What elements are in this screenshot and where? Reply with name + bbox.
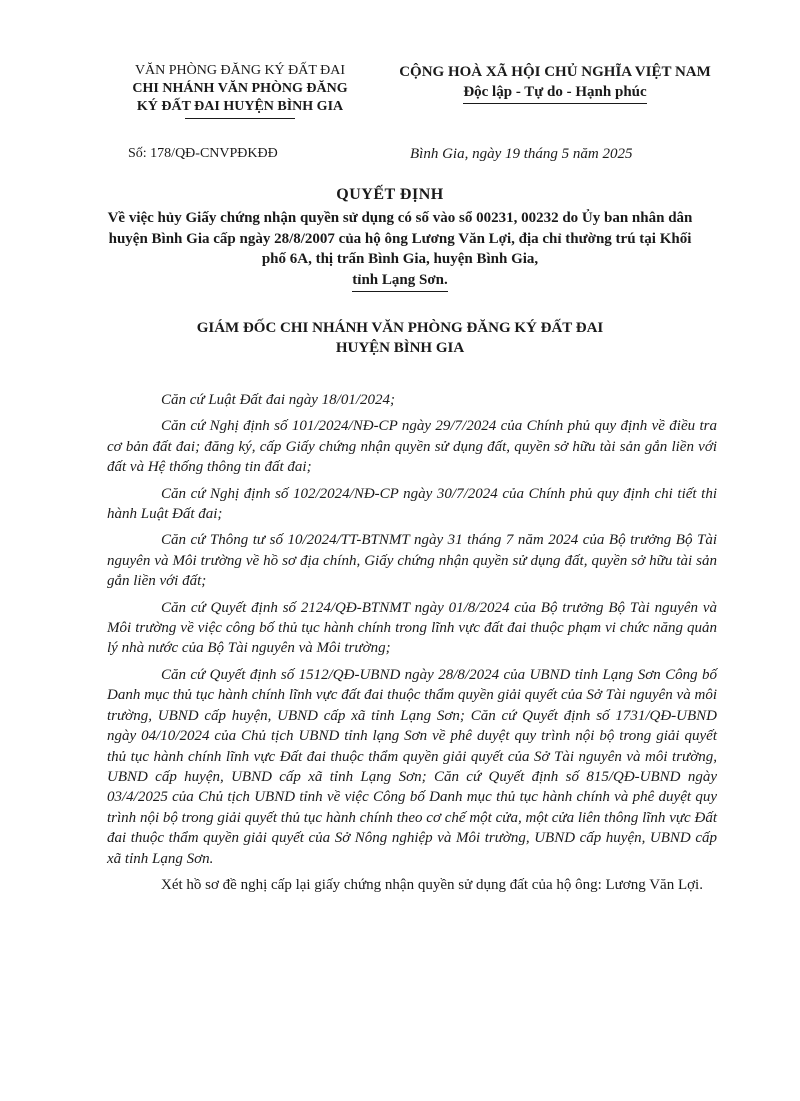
authority-line-1: GIÁM ĐỐC CHI NHÁNH VĂN PHÒNG ĐĂNG KÝ ĐẤT ĐAI <box>196 320 604 336</box>
legal-basis-paragraph: Căn cứ Quyết định số 2124/QĐ-BTNMT ngày 01/8/2024 của Bộ trưởng Bộ Tài nguyên và Môi trường về việc công bố thủ tục hành chính trong lĩnh vực đất đai thuộc phạm vi chức năng quản lý nhà nước của Bộ Tài nguyên và Môi trường; <box>107 599 717 657</box>
subject-end: tỉnh Lạng Sơn. <box>352 270 447 293</box>
national-header <box>385 62 725 104</box>
legal-basis-paragraph: Căn cứ Nghị định số 102/2024/NĐ-CP ngày 30/7/2024 của Chính phủ quy định chi tiết thi hành Luật Đất đai; <box>107 485 717 523</box>
issuing-authority <box>60 318 740 358</box>
document-number: Số: 178/QĐ-CNVPĐKĐĐ <box>128 146 278 161</box>
issue-date: Bình Gia, ngày 19 tháng 5 năm 2025 <box>410 146 633 162</box>
consideration-paragraph: Xét hồ sơ đề nghị cấp lại giấy chứng nhận quyền sử dụng đất của hộ ông: Lương Văn Lợi. <box>161 876 703 893</box>
agency-line-1: VĂN PHÒNG ĐĂNG KÝ ĐẤT ĐAI <box>134 63 346 78</box>
issuing-agency-header <box>95 62 385 119</box>
document-title: QUYẾT ĐỊNH <box>336 186 444 203</box>
document-subject <box>100 208 700 292</box>
legal-basis-paragraph: Căn cứ Thông tư số 10/2024/TT-BTNMT ngày 31 tháng 7 năm 2024 của Bộ trưởng Bộ Tài nguyên và Môi trường về hồ sơ địa chính, Giấy chứng nhận quyền sử dụng đất, quyền sở hữu tài sản gắn liền với đất; <box>107 532 717 590</box>
agency-line-3: KÝ ĐẤT ĐAI HUYỆN BÌNH GIA <box>136 99 344 114</box>
legal-basis-paragraph: Căn cứ Luật Đất đai ngày 18/01/2024; <box>161 392 396 408</box>
national-motto: Độc lập - Tự do - Hạnh phúc <box>463 82 646 104</box>
nation-name: CỘNG HOÀ XÃ HỘI CHỦ NGHĨA VIỆT NAM <box>399 64 711 80</box>
authority-line-2: HUYỆN BÌNH GIA <box>335 340 465 356</box>
agency-line-2: CHI NHÁNH VĂN PHÒNG ĐĂNG <box>132 81 348 96</box>
agency-underline <box>185 118 295 119</box>
legal-basis-paragraph: Căn cứ Quyết định số 1512/QĐ-UBND ngày 28/8/2024 của UBND tỉnh Lạng Sơn Công bố Danh mục thủ tục hành chính lĩnh vực đất đai thuộc thẩm quyền giải quyết của Sở Tài nguyên và môi trường, UBND cấp huyện, UBND cấp xã tỉnh Lạng Sơn; Căn cứ Quyết định số 1731/QĐ-UBND ngày 04/10/2024 của Chủ tịch UBND tỉnh lạng Sơn về phê duyệt quy trình nội bộ trong giải quyết thủ tục hành chính lĩnh vực Đất đai thuộc thẩm quyền giải quyết của Sở Tài nguyên và môi trường, UBND cấp huyện, UBND cấp xã tỉnh Lạng Sơn; Căn cứ Quyết định số 815/QĐ-UBND ngày 03/4/2025 của Chủ tịch UBND tỉnh về việc Công bố Danh mục thủ tục hành chính và phê duyệt quy trình nội bộ trong giải quyết thủ tục hành chính theo cơ chế một cửa, một cửa liên thông lĩnh vực Đất đai thuộc thẩm quyền giải quyết của Sở Nông nghiệp và Môi trường, UBND cấp huyện, UBND cấp xã tỉnh Lạng Sơn. <box>107 666 717 867</box>
subject-text: Về việc hủy Giấy chứng nhận quyền sử dụng có số vào sổ 00231, 00232 do Ủy ban nhân dân huyện Bình Gia cấp ngày 28/8/2007 của hộ ông Lương Văn Lợi, địa chỉ thường trú tại Khối phố 6A, thị trấn Bình Gia, huyện Bình Gia, <box>107 210 693 267</box>
document-body <box>107 390 717 901</box>
legal-basis-paragraph: Căn cứ Nghị định số 101/2024/NĐ-CP ngày 29/7/2024 của Chính phủ quy định về điều tra cơ bản đất đai; đăng ký, cấp Giấy chứng nhận quyền sử dụng đất, quyền sở hữu tài sản gắn liền với đất và Hệ thống thông tin đất đai; <box>107 418 717 476</box>
